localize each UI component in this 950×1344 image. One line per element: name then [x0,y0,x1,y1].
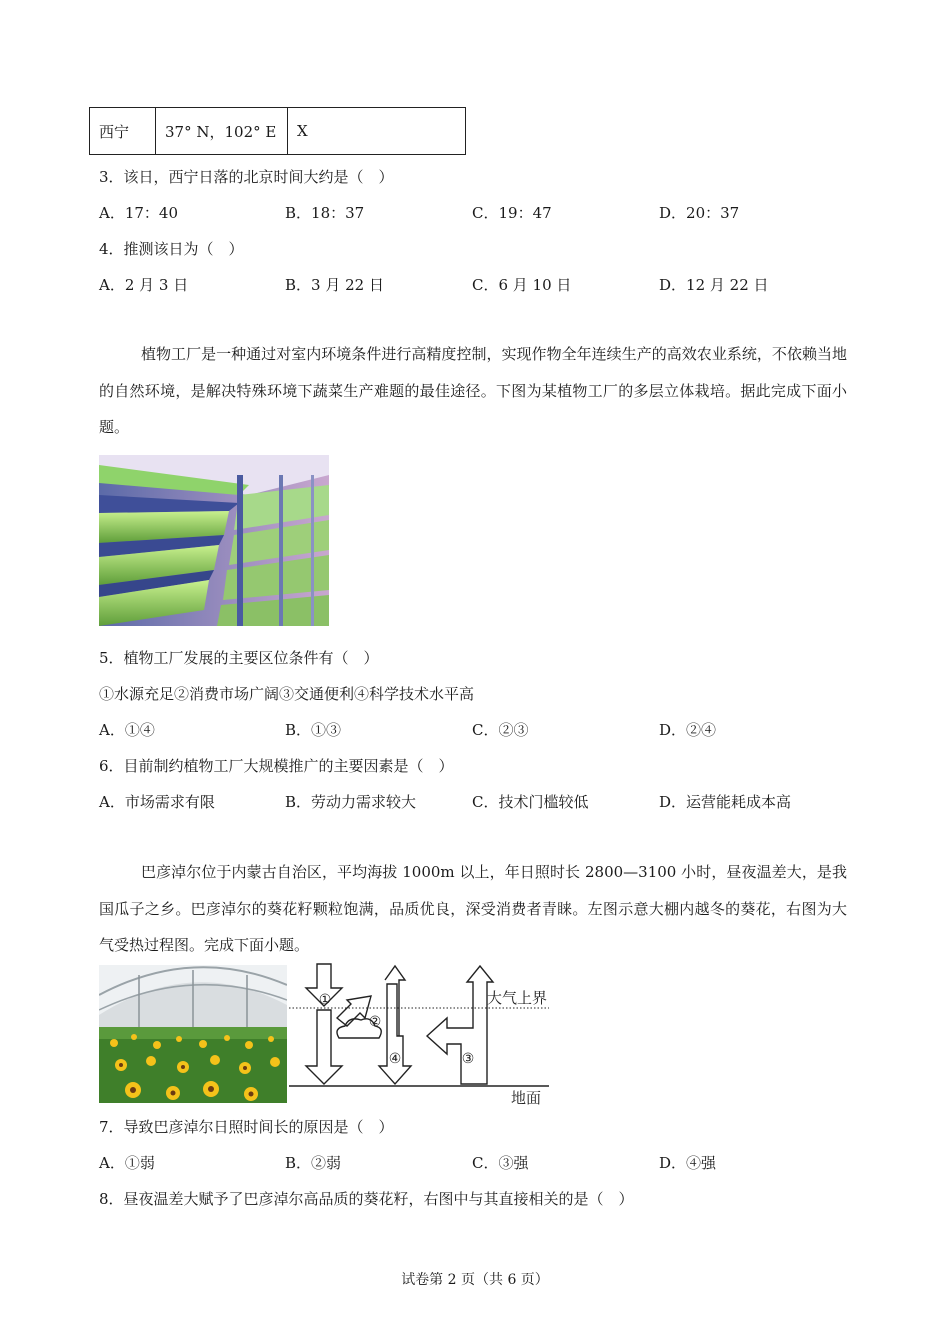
q3-option-c[interactable]: C．19：47 [472,204,552,222]
q6-option-b[interactable]: B．劳动力需求较大 [285,793,417,811]
q5-option-a[interactable]: A．①④ [99,721,155,739]
label-4: ④ [388,1051,402,1067]
q5-option-c[interactable]: C．②③ [472,721,529,739]
sunflower-greenhouse-icon [99,965,287,1103]
q4-option-c[interactable]: C．6 月 10 日 [472,276,572,294]
heating-process-icon [287,960,552,1110]
q5-option-d[interactable]: D．②④ [659,721,717,739]
q6-option-c[interactable]: C．技术门槛较低 [472,793,589,811]
table-row [90,108,466,155]
q5-option-b[interactable]: B．①③ [285,721,342,739]
q4-option-a[interactable]: A．2 月 3 日 [99,276,189,294]
q3-option-d[interactable]: D．20：37 [659,204,740,222]
q3-option-a[interactable]: A．17：40 [99,204,179,222]
sunflower-greenhouse-photo [99,965,287,1103]
coords-cell: 37° N，102° E [156,108,288,155]
q7-option-a[interactable]: A．①弱 [99,1154,155,1172]
label-1: ① [318,992,332,1008]
q7-option-b[interactable]: B．②弱 [285,1154,342,1172]
question-6: 6．目前制约植物工厂大规模推广的主要因素是（ ） [99,757,454,775]
plant-factory-photo [99,455,329,626]
q4-option-d[interactable]: D．12 月 22 日 [659,276,769,294]
label-2: ② [368,1014,382,1030]
q7-option-c[interactable]: C．③强 [472,1154,529,1172]
page-footer: 试卷第 2 页（共 6 页） [401,1272,549,1288]
q3-option-b[interactable]: B．18：37 [285,204,365,222]
city-cell: 西宁 [90,108,156,155]
question-3: 3．该日，西宁日落的北京时间大约是（ ） [99,168,394,186]
plant-factory-photo-icon [99,455,329,626]
question-4: 4．推测该日为（ ） [99,240,244,258]
atmosphere-top-label: 大气上界 [487,990,548,1007]
q6-option-d[interactable]: D．运营能耗成本高 [659,793,792,811]
label-3: ③ [461,1051,475,1067]
question-8: 8．昼夜温差大赋予了巴彦淖尔高品质的葵花籽，右图中与其直接相关的是（ ） [99,1190,634,1208]
question-5: 5．植物工厂发展的主要区位条件有（ ） [99,649,379,667]
q4-option-b[interactable]: B．3 月 22 日 [285,276,384,294]
coordinates-table [89,107,466,155]
atmosphere-heating-diagram [287,960,552,1110]
q6-option-a[interactable]: A．市场需求有限 [99,793,215,811]
question-7: 7．导致巴彦淖尔日照时间长的原因是（ ） [99,1118,394,1136]
q5-statements: ①水源充足②消费市场广阔③交通便利④科学技术水平高 [99,685,475,703]
passage-plant-factory: 植物工厂是一种通过对室内环境条件进行高精度控制，实现作物全年连续生产的高效农业系统，不依赖当地的自然环境，是解决特殊环境下蔬菜生产难题的最佳途径。下图为某植物工厂的多层立体栽培。据此完成下面小题。 [99,345,847,436]
value-cell: X [288,108,466,155]
ground-label: 地面 [511,1090,542,1107]
q7-option-d[interactable]: D．④强 [659,1154,717,1172]
passage-bayannur: 巴彦淖尔位于内蒙古自治区，平均海拔 1000m 以上，年日照时长 2800—3100 小时，昼夜温差大，是我国瓜子之乡。巴彦淖尔的葵花籽颗粒饱满，品质优良，深受消费者青睐。左图示意大棚内越冬的葵花，右图为大气受热过程图。完成下面小题。 [99,863,847,954]
